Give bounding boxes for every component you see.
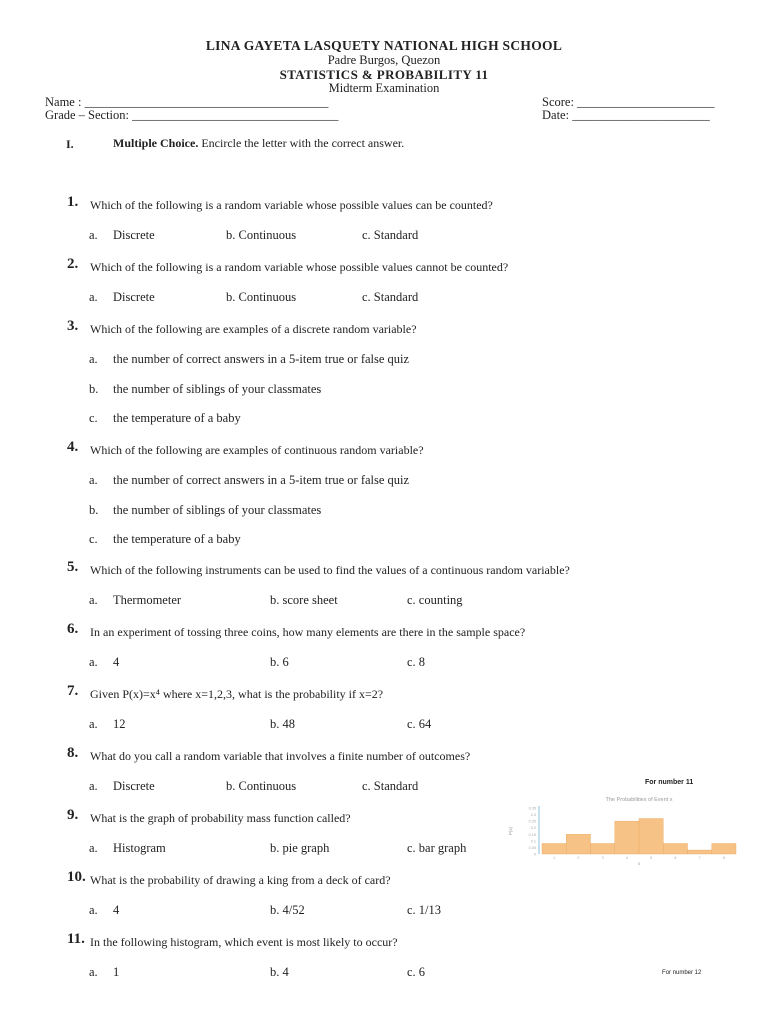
answer-option[interactable]: c. 64 xyxy=(407,717,432,731)
answer-option[interactable]: b. 4/52 xyxy=(270,903,305,917)
option-letter[interactable]: a. xyxy=(89,228,98,242)
answer-option[interactable]: c. 8 xyxy=(407,655,426,669)
figure-footer-label: For number 12 xyxy=(662,970,702,976)
option-letter[interactable]: a. xyxy=(89,779,98,793)
answer-option[interactable]: 1 xyxy=(113,965,120,979)
y-tick-label: 0 xyxy=(533,852,536,857)
histogram-bar xyxy=(712,843,736,854)
y-tick-label: 0.35 xyxy=(528,806,536,811)
answer-option[interactable]: b. Continuous xyxy=(226,228,297,242)
option-letter[interactable]: c. xyxy=(89,532,98,546)
answer-option[interactable]: c. Standard xyxy=(362,228,419,242)
question-number: 6. xyxy=(67,621,79,637)
question-text: Which of the following instruments can be used to find the values of a continuous random variable? xyxy=(90,563,570,577)
x-tick-label: 4 xyxy=(625,856,628,860)
section-instruction: Encircle the letter with the correct answer. xyxy=(201,136,405,150)
answer-option[interactable]: Histogram xyxy=(113,841,166,855)
histogram-bar xyxy=(615,821,639,854)
question-text: Given P(x)=x⁴ where x=1,2,3, what is the probability if x=2? xyxy=(90,687,384,701)
option-letter[interactable]: a. xyxy=(89,290,98,304)
question-number: 10. xyxy=(67,869,86,885)
exam-title: Midterm Examination xyxy=(328,81,440,95)
histogram-bar xyxy=(639,819,663,854)
option-letter[interactable]: b. xyxy=(89,502,99,517)
grade-section-field[interactable]: Grade – Section: _________________________________ xyxy=(45,108,339,122)
x-tick-label: 3 xyxy=(601,856,604,860)
answer-option[interactable]: b. 4 xyxy=(270,965,289,979)
answer-option[interactable]: the number of correct answers in a 5-item true or false quiz xyxy=(113,473,410,487)
question-number: 11. xyxy=(67,931,85,947)
subject-title: STATISTICS & PROBABILITY 11 xyxy=(279,67,489,82)
option-letter[interactable]: c. xyxy=(89,411,98,425)
answer-option[interactable]: c. 6 xyxy=(407,965,426,979)
option-letter[interactable]: a. xyxy=(89,903,98,917)
question-text: In the following histogram, which event is most likely to occur? xyxy=(90,935,398,949)
option-letter[interactable]: a. xyxy=(89,655,98,669)
question-number: 4. xyxy=(67,439,79,455)
answer-option[interactable]: b. pie graph xyxy=(270,841,330,855)
answer-option[interactable]: 12 xyxy=(113,717,126,731)
score-field[interactable]: Score: ______________________ xyxy=(542,95,715,109)
option-letter[interactable]: a. xyxy=(89,352,98,366)
answer-option[interactable]: b. Continuous xyxy=(226,779,297,793)
school-name: LINA GAYETA LASQUETY NATIONAL HIGH SCHOOL xyxy=(205,38,563,53)
section-title: Multiple Choice. xyxy=(113,136,199,150)
answer-option[interactable]: c. 1/13 xyxy=(407,903,442,917)
y-tick-label: 0.05 xyxy=(528,845,536,850)
x-tick-label: 1 xyxy=(553,856,556,860)
histogram-bar xyxy=(591,843,615,854)
y-axis-label: P(x) xyxy=(508,826,513,836)
answer-option[interactable]: Discrete xyxy=(113,290,155,304)
histogram-bar xyxy=(663,843,687,854)
x-tick-label: 8 xyxy=(722,856,725,860)
question-number: 1. xyxy=(67,194,79,210)
chart-title: The Probabilities of Event x xyxy=(605,797,673,803)
section-numeral: I. xyxy=(66,137,74,151)
question-text: Which of the following is a random variable whose possible values can be counted? xyxy=(90,198,493,212)
option-letter[interactable]: a. xyxy=(89,473,98,487)
name-field[interactable]: Name : _______________________________________ xyxy=(45,95,329,109)
question-text: Which of the following are examples of continuous random variable? xyxy=(90,443,424,457)
x-axis-label: x xyxy=(637,861,641,866)
option-letter[interactable]: a. xyxy=(89,717,98,731)
y-tick-label: 0.25 xyxy=(528,819,536,824)
y-tick-label: 0.2 xyxy=(530,826,536,831)
answer-option[interactable]: the number of correct answers in a 5-item true or false quiz xyxy=(113,352,410,366)
answer-option[interactable]: 4 xyxy=(113,655,120,669)
histogram-bar xyxy=(566,834,590,854)
y-tick-label: 0.3 xyxy=(530,813,536,818)
school-address: Padre Burgos, Quezon xyxy=(327,53,441,67)
answer-option[interactable]: b. score sheet xyxy=(270,593,338,607)
answer-option[interactable]: b. 6 xyxy=(270,655,289,669)
question-text: What is the probability of drawing a king from a deck of card? xyxy=(90,873,391,887)
date-field[interactable]: Date: ______________________ xyxy=(542,108,710,122)
answer-option[interactable]: c. Standard xyxy=(362,290,419,304)
question-number: 3. xyxy=(67,318,79,334)
question-number: 5. xyxy=(67,559,79,575)
x-tick-label: 5 xyxy=(650,856,653,860)
question-number: 9. xyxy=(67,807,79,823)
answer-option[interactable]: c. Standard xyxy=(362,779,419,793)
answer-option[interactable]: the temperature of a baby xyxy=(113,411,241,425)
question-number: 2. xyxy=(67,256,79,272)
x-tick-label: 2 xyxy=(577,856,580,860)
answer-option[interactable]: the number of siblings of your classmates xyxy=(113,381,322,396)
option-letter[interactable]: a. xyxy=(89,593,98,607)
y-tick-label: 0.15 xyxy=(528,832,536,837)
histogram-bar xyxy=(688,850,712,854)
x-tick-label: 7 xyxy=(698,856,701,860)
answer-option[interactable]: the number of siblings of your classmates xyxy=(113,502,322,517)
question-number: 7. xyxy=(67,683,79,699)
section-heading xyxy=(113,136,404,151)
x-tick-label: 6 xyxy=(674,856,677,860)
answer-option[interactable]: c. counting xyxy=(407,593,463,607)
answer-option[interactable]: b. 48 xyxy=(270,717,295,731)
y-tick-label: 0.1 xyxy=(530,839,536,844)
question-text: In an experiment of tossing three coins, how many elements are there in the sample space? xyxy=(90,625,526,639)
answer-option[interactable]: the temperature of a baby xyxy=(113,532,241,546)
option-letter[interactable]: a. xyxy=(89,965,98,979)
probability-histogram xyxy=(508,792,740,866)
question-text: What is the graph of probability mass function called? xyxy=(90,811,351,825)
figure-label: For number 11 xyxy=(645,779,694,786)
question-number: 8. xyxy=(67,745,79,761)
answer-option[interactable]: Discrete xyxy=(113,779,155,793)
option-letter[interactable]: b. xyxy=(89,381,99,396)
answer-option[interactable]: 4 xyxy=(113,903,120,917)
answer-option[interactable]: b. Continuous xyxy=(226,290,297,304)
answer-option[interactable]: Thermometer xyxy=(113,593,182,607)
answer-option[interactable]: c. bar graph xyxy=(407,841,467,855)
option-letter[interactable]: a. xyxy=(89,841,98,855)
histogram-bar xyxy=(542,843,566,854)
question-text: Which of the following are examples of a discrete random variable? xyxy=(90,322,417,336)
question-text: What do you call a random variable that involves a finite number of outcomes? xyxy=(90,749,471,763)
question-text: Which of the following is a random variable whose possible values cannot be counted? xyxy=(90,260,509,274)
answer-option[interactable]: Discrete xyxy=(113,228,155,242)
